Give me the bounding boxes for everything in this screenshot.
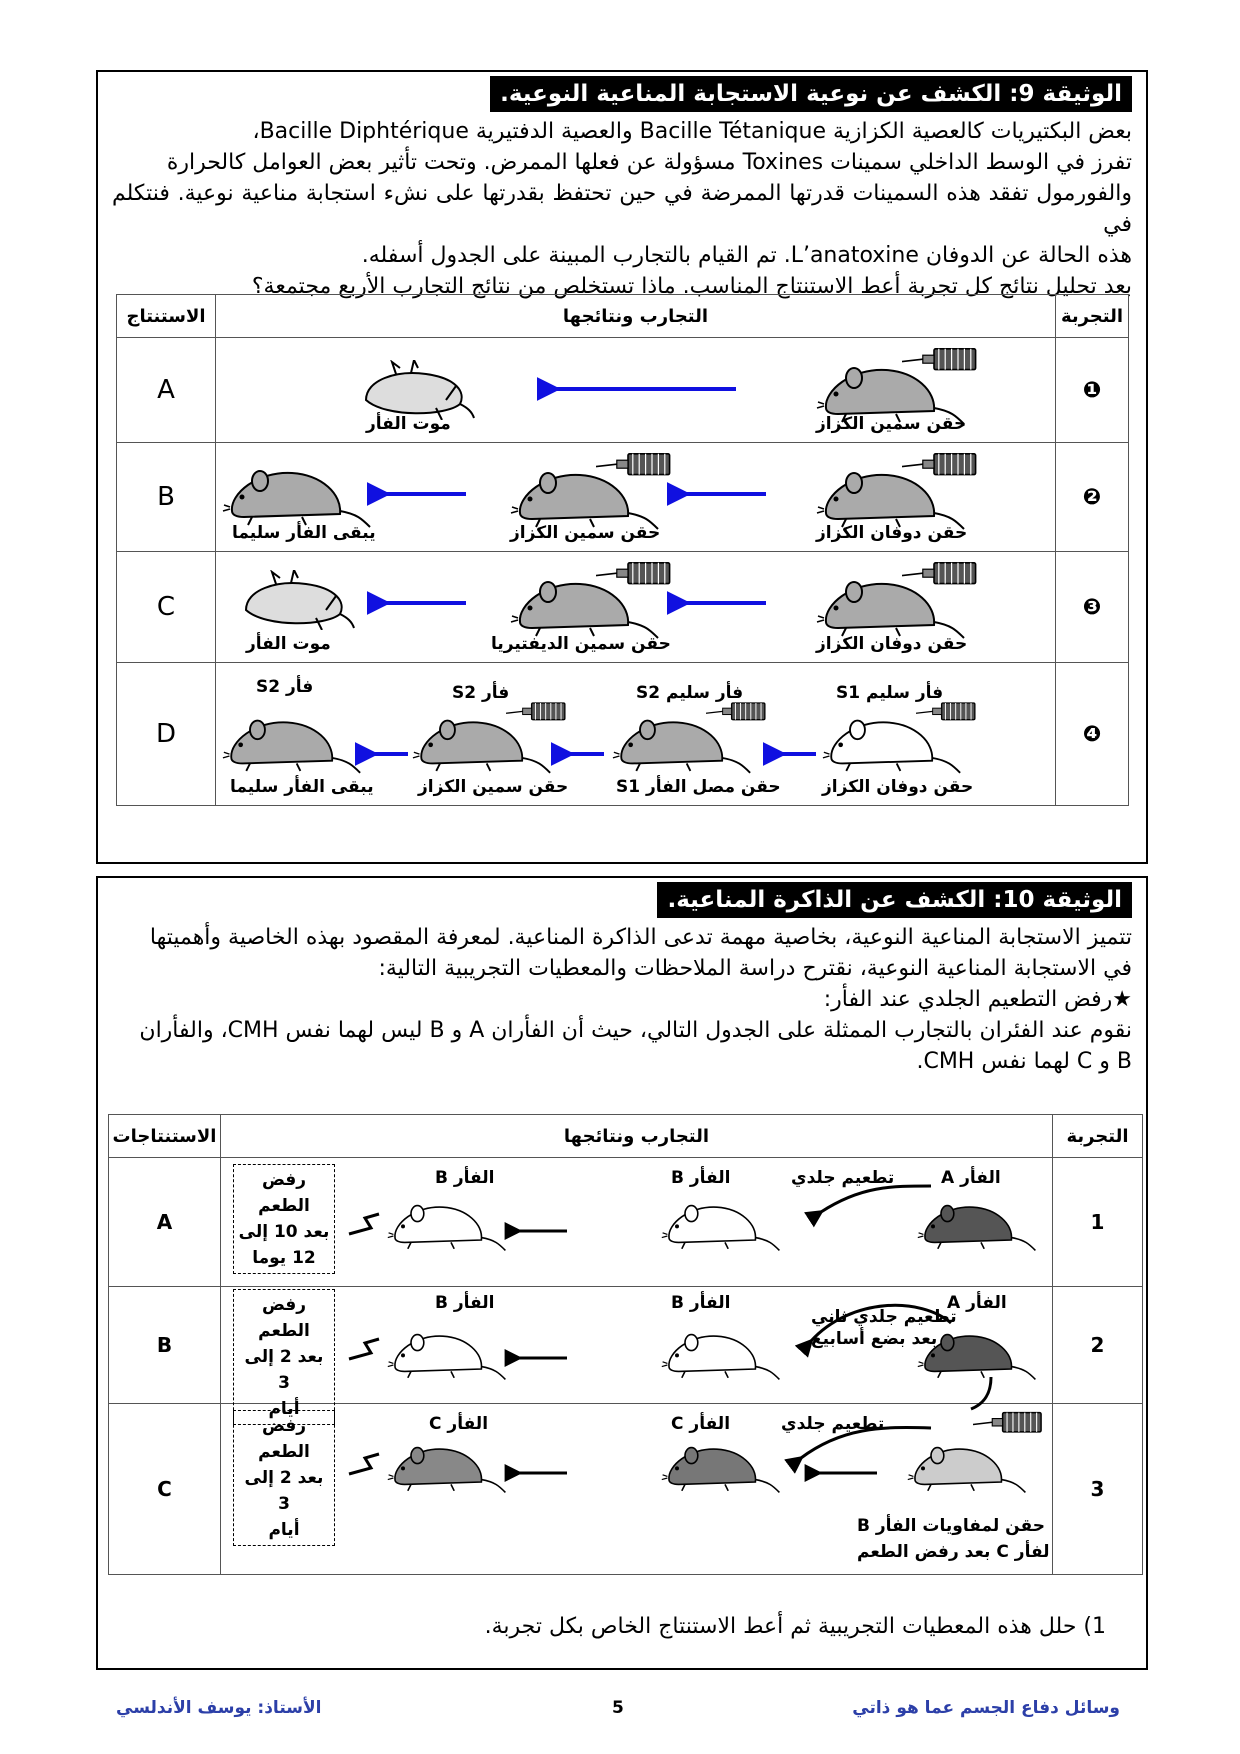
- mouse-icon: [222, 459, 372, 529]
- doc10-line-2: في الاستجابة المناعية النوعية، نقترح دراسة الملاحظات والمعطيات التجريبية التالية:: [378, 956, 1132, 981]
- label-second-graft: تطعيم جلدي ثاني: [811, 1307, 957, 1327]
- arrow-icon: [676, 598, 776, 608]
- doc10-row-3: [109, 1404, 1143, 1575]
- lymphocyte-transfer-line-icon: [961, 1377, 1001, 1407]
- doc9-row-3-number: ❸: [1056, 552, 1129, 663]
- doc10-row-1: [109, 1158, 1143, 1287]
- box-line: أيام: [268, 1520, 300, 1540]
- mouse-icon: [612, 709, 752, 775]
- arrow-icon: [376, 598, 476, 608]
- doc10-header-results: التجارب ونتائجها: [221, 1115, 1053, 1158]
- mouse-icon: [510, 461, 660, 531]
- doc9-table: [116, 294, 1129, 806]
- rejected-graft-mouse-icon: [387, 1325, 507, 1381]
- label-mouse-death: موت الفأر: [246, 634, 331, 654]
- doc9-row-4-number: ❹: [1056, 663, 1129, 806]
- label-inject-tetanus-toxoid: حقن دوفان الكزاز: [816, 523, 968, 543]
- mouse-icon: [510, 570, 660, 640]
- footer-author: الأستاذ: يوسف الأندلسي: [116, 1698, 322, 1718]
- doc10-row-1-experiment: [221, 1158, 1053, 1287]
- arrow-icon: [511, 1226, 571, 1236]
- doc10-row-2-number: 2: [1053, 1287, 1143, 1404]
- doc9-row-1-number: ❶: [1056, 338, 1129, 443]
- doc9-line-5: بعد تحليل نتائج كل تجربة أعط الاستنتاج المناسب. ماذا تستخلص من نتائج التجارب الأربع مجتمعة؟: [251, 274, 1132, 299]
- label-mouse-s2-final: فأر S2: [256, 677, 314, 697]
- label-inject-diphtheria-toxin: حقن سمين الديفتيريا: [491, 634, 671, 654]
- doc10-row-2-experiment: [221, 1287, 1053, 1419]
- dead-mouse-icon: [356, 360, 476, 420]
- mouse-icon: [816, 570, 966, 640]
- box-line: رفض الطعم: [258, 1170, 310, 1216]
- label-graft: تطعيم جلدي: [791, 1168, 895, 1188]
- doc9-row-4-conclusion: D: [117, 663, 216, 806]
- doc9-line-3: والفورمول تفقد هذه السمينات قدرتها الممرضة في حين تحتفظ بقدرتها على نشء استجابة مناعية نوعية. فنتكلم في: [112, 181, 1132, 237]
- doc10-row-2-conclusion: B: [109, 1287, 221, 1404]
- doc9-header-experiment: التجربة: [1056, 295, 1129, 338]
- label-mouse-survives: يبقى الفأر سليما: [232, 523, 376, 543]
- label-mouse-death: موت الفأر: [366, 414, 451, 434]
- graft-arrow-icon: [721, 1418, 941, 1464]
- doc10-line-4: نقوم عند الفئران بالتجارب الممثلة على الجدول التالي، حيث أن الفأران A و B ليس لهما نفس CMH، والفأران: [139, 1018, 1132, 1043]
- arrow-icon: [511, 1468, 571, 1478]
- arrow-icon: [376, 489, 476, 499]
- rejection-zigzag-icon: [345, 1448, 381, 1478]
- doc10-table: [108, 1114, 1143, 1575]
- label-mouse-s2: فأر S2: [452, 683, 510, 703]
- label-inject-tetanus-toxoid: حقن دوفان الكزاز: [816, 634, 968, 654]
- arrow-icon: [511, 1353, 571, 1363]
- box-line: بعد 2 إلى 3: [244, 1468, 324, 1514]
- rejection-zigzag-icon: [345, 1208, 381, 1238]
- document-10: [96, 876, 1148, 1670]
- doc10-row-1-number: 1: [1053, 1158, 1143, 1287]
- box-line: أيام: [268, 1399, 300, 1419]
- graft-rejection-box: [233, 1410, 335, 1546]
- doc10-row-1-conclusion: A: [109, 1158, 221, 1287]
- arrow-icon: [676, 489, 776, 499]
- doc10-row-3-conclusion: C: [109, 1404, 221, 1575]
- mouse-icon: [412, 709, 552, 775]
- graft-rejection-box: [233, 1164, 335, 1274]
- doc10-paragraph: [112, 922, 1132, 1077]
- doc9-header-conclusion: الاستنتاج: [117, 295, 216, 338]
- label-mouse-b-result: الفأر B: [435, 1168, 495, 1188]
- doc10-row-3-experiment: [221, 1404, 1053, 1575]
- label-mouse-b: الفأر B: [671, 1293, 731, 1313]
- doc9-row-3-conclusion: C: [117, 552, 216, 663]
- doc9-row-1: [117, 338, 1129, 443]
- doc10-line-5: B و C لهما نفس CMH.: [916, 1049, 1132, 1074]
- doc9-line-1: بعض البكتيريات كالعصية الكزازية Bacille Tétanique والعصية الدفتيرية Bacille Diphtérique،: [252, 119, 1132, 144]
- arrow-icon: [560, 749, 610, 759]
- arrow-icon: [364, 749, 414, 759]
- doc9-row-1-conclusion: A: [117, 338, 216, 443]
- doc9-header-results: التجارب ونتائجها: [216, 295, 1056, 338]
- doc9-row-3: [117, 552, 1129, 663]
- label-mouse-c-result: الفأر C: [429, 1414, 489, 1434]
- syringe-icon: [973, 1408, 1047, 1438]
- doc9-line-2: تفرز في الوسط الداخلي سمينات Toxines مسؤولة عن فعلها الممرض. وتحت تأثير بعض العوامل كالحرارة: [166, 150, 1132, 175]
- footer-page-number: 5: [612, 1698, 624, 1718]
- box-line: بعد 2 إلى 3: [244, 1347, 324, 1393]
- doc10-row-3-number: 3: [1053, 1404, 1143, 1575]
- label-inject-tetanus-toxoid: حقن دوفان الكزاز: [822, 777, 974, 797]
- doc9-row-2-number: ❷: [1056, 443, 1129, 552]
- doc10-header-conclusion: الاستنتاجات: [109, 1115, 221, 1158]
- label-healthy-mouse-s1: فأر سليم S1: [836, 683, 944, 703]
- doc9-row-1-experiment: [216, 338, 1056, 443]
- label-mouse-b: الفأر B: [671, 1168, 731, 1188]
- mouse-icon: [822, 709, 962, 775]
- doc9-row-3-experiment: [216, 552, 1056, 663]
- label-inject-serum-s1: حقن مصل الفأر S1: [616, 777, 781, 797]
- rejected-graft-mouse-icon: [387, 1438, 507, 1494]
- doc10-line-3: ★رفض التطعيم الجلدي عند الفأر:: [823, 987, 1132, 1012]
- rejected-graft-mouse-icon: [387, 1196, 507, 1252]
- label-mouse-a: الفأر A: [941, 1168, 1001, 1188]
- doc9-row-4: [117, 663, 1129, 806]
- label-healthy-mouse-s2: فأر سليم S2: [636, 683, 744, 703]
- graft-arrow-icon: [721, 1301, 961, 1351]
- mouse-icon: [816, 461, 966, 531]
- doc9-title: الوثيقة 9: الكشف عن نوعية الاستجابة المناعية النوعية.: [490, 76, 1132, 112]
- doc9-row-4-experiment: [216, 663, 1056, 806]
- doc9-row-2: [117, 443, 1129, 552]
- label-inject-lymphocytes: حقن لمفاويات الفأر B: [857, 1516, 1045, 1536]
- label-inject-tetanus-toxin: حقن سمين الكزاز: [816, 414, 967, 434]
- label-after-weeks: بعد بضع أسابيع: [811, 1329, 938, 1349]
- box-line: بعد 10 إلى: [238, 1222, 330, 1242]
- label-mouse-b-result: الفأر B: [435, 1293, 495, 1313]
- doc9-row-2-experiment: [216, 443, 1056, 552]
- doc10-header-experiment: التجربة: [1053, 1115, 1143, 1158]
- doc10-row-2: [109, 1287, 1143, 1404]
- footer-chapter: وسائل دفاع الجسم عما هو ذاتي: [852, 1698, 1120, 1718]
- doc9-line-4: هذه الحالة عن الدوفان L’anatoxine. تم القيام بالتجارب المبينة على الجدول أسفله.: [361, 243, 1132, 268]
- label-mouse-c: الفأر C: [671, 1414, 731, 1434]
- graft-arrow-icon: [751, 1176, 951, 1216]
- mouse-icon: [222, 709, 362, 775]
- label-mouse-survives: يبقى الفأر سليما: [230, 777, 374, 797]
- doc10-line-1: تتميز الاستجابة المناعية النوعية، بخاصية مهمة تدعى الذاكرة المناعية. لمعرفة المقصود بهذه الخاصية وأهميتها: [149, 925, 1132, 950]
- box-line: 12 يوما: [252, 1248, 316, 1268]
- doc9-paragraph: [112, 116, 1132, 302]
- rejection-zigzag-icon: [345, 1333, 381, 1363]
- arrow-icon: [811, 1468, 881, 1478]
- label-to-mouse-c: لفأر C بعد رفض الطعم: [857, 1542, 1050, 1562]
- box-line: رفض الطعم: [258, 1295, 310, 1341]
- box-line: رفض الطعم: [258, 1416, 310, 1462]
- label-inject-tetanus-toxin: حقن سمين الكزاز: [510, 523, 661, 543]
- arrow-icon: [546, 384, 746, 394]
- arrow-icon: [772, 749, 822, 759]
- label-mouse-a: الفأر A: [947, 1293, 1007, 1313]
- doc10-title: الوثيقة 10: الكشف عن الذاكرة المناعية.: [657, 882, 1132, 918]
- label-graft: تطعيم جلدي: [781, 1414, 885, 1434]
- document-9: [96, 70, 1148, 864]
- dead-mouse-icon: [236, 570, 356, 630]
- label-inject-tetanus-toxin: حقن سمين الكزاز: [418, 777, 569, 797]
- doc10-question: 1) حلل هذه المعطيات التجريبية ثم أعط الاستنتاج الخاص بكل تجربة.: [484, 1614, 1106, 1639]
- doc9-row-2-conclusion: B: [117, 443, 216, 552]
